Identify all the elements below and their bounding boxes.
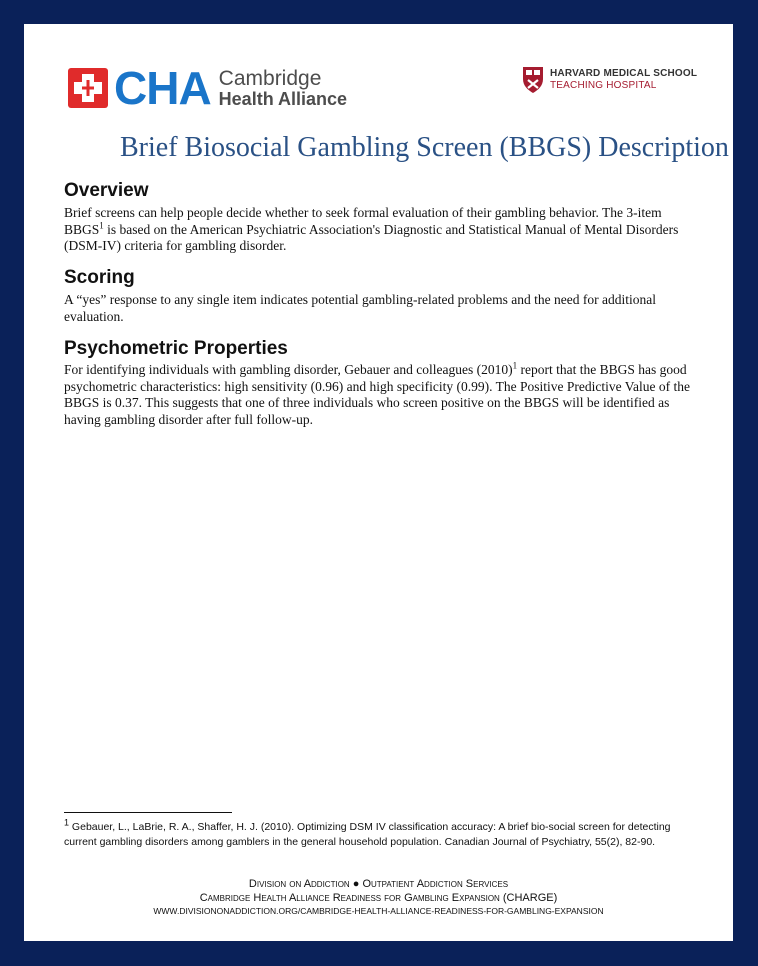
- footnote: [64, 817, 704, 850]
- psychometric-heading: Psychometric Properties: [64, 338, 288, 359]
- scoring-paragraph: A “yes” response to any single item indicates potential gambling-related problems and the need for additional evaluation.: [64, 292, 656, 324]
- hms-logo: [522, 66, 697, 94]
- hms-line1: HARVARD MEDICAL SCHOOL: [550, 68, 698, 79]
- psychometric-text-b: report that the BBGS has good psychometric characteristics: high sensitivity (0.96) and high specificity (0.99). The Positive Predictive Value of the BBGS is 0.37. This suggests that one of three individuals who screen positive on the BBGS will be identified as having gambling disorder after full follow-up.: [64, 362, 690, 427]
- document-page: [24, 24, 733, 941]
- overview-text-b: is based on the American Psychiatric Association's Diagnostic and Statistical Manual of Mental Disorders (DSM-IV) criteria for gambling disorder.: [64, 221, 679, 253]
- hms-line2: TEACHING HOSPITAL: [550, 80, 657, 91]
- harvard-shield-icon: [522, 66, 544, 94]
- cha-logo: [68, 62, 348, 114]
- footer-url: WWW.DIVISIONONADDICTION.ORG/CAMBRIDGE-HEALTH-ALLIANCE-READINESS-FOR-GAMBLING-EXPANSION: [153, 906, 604, 916]
- footnote-ref: 1: [99, 220, 104, 230]
- psychometric-paragraph: [64, 362, 704, 428]
- cha-logo-name: [219, 69, 347, 109]
- cha-name-line1: Cambridge: [218, 67, 322, 90]
- footnote-text: Gebauer, L., LaBrie, R. A., Shaffer, H. J. (2010). Optimizing DSM IV classification accuracy: A brief bio-social screen for detecting current gambling disorders among gamblers in the general household population. Canadian Journal of Psychiatry, 55(2), 82-90.: [64, 821, 671, 848]
- overview-paragraph: [64, 205, 704, 255]
- overview-heading: Overview: [64, 180, 149, 201]
- footer-line1: Division on Addiction ● Outpatient Addiction Services: [248, 878, 509, 890]
- footer-line2: Cambridge Health Alliance Readiness for Gambling Expansion (CHARGE): [199, 892, 558, 904]
- footnote-marker: 1: [64, 817, 70, 828]
- psychometric-text-a: For identifying individuals with gambling disorder, Gebauer and colleagues (2010): [64, 362, 513, 377]
- footnote-ref: 1: [512, 360, 518, 371]
- footnote-divider: [64, 812, 232, 813]
- cha-cross-icon: [68, 68, 108, 108]
- cha-name-line2: Health Alliance: [218, 89, 348, 109]
- scoring-heading: Scoring: [64, 267, 135, 288]
- overview-text-a: Brief screens can help people decide whether to seek formal evaluation of their gambling behavior. The 3-item BBGS: [64, 205, 662, 237]
- cha-logo-letters: CHA: [114, 62, 211, 114]
- page-footer: [24, 877, 733, 917]
- document-title: Brief Biosocial Gambling Screen (BBGS) Description: [120, 132, 729, 163]
- hms-logo-text: [550, 66, 697, 92]
